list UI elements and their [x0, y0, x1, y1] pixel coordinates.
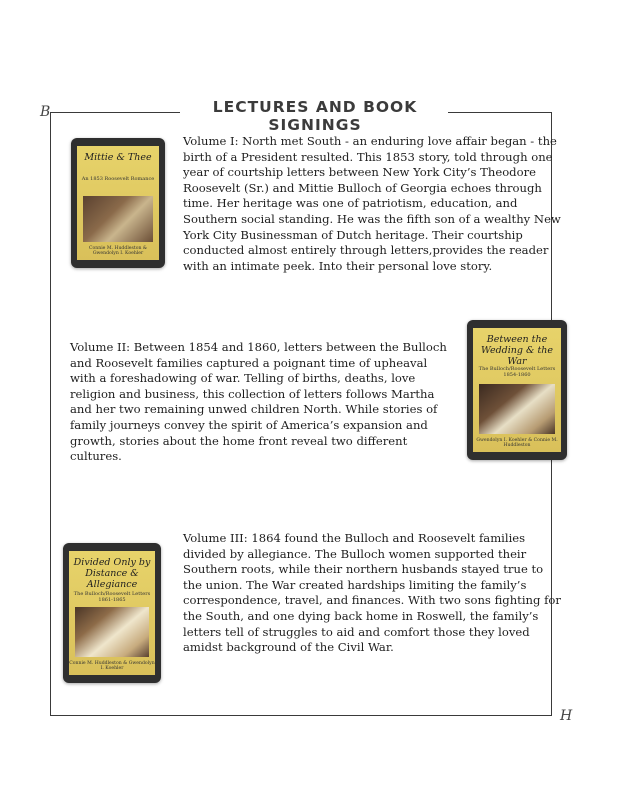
cover-illustration [75, 607, 149, 657]
cover-title: Divided Only by Distance & Allegiance [73, 557, 151, 590]
book-cover-volume-3 [63, 543, 161, 683]
cover-subtitle: The Bulloch/Roosevelt Letters 1861-1865 [73, 591, 151, 603]
frame-top-left-rule [50, 112, 180, 113]
cover-face [473, 328, 561, 452]
cover-illustration [479, 384, 555, 434]
cover-subtitle: An 1853 Roosevelt Romance [81, 176, 155, 182]
volume-1-description: Volume I: North met South - an enduring love affair began - the birth of a President resulted. This 1853 story, told through one year of courtship letters between New York City’s Theodore Roosevelt (Sr.) and Mittie Bulloch of Georgia echoes through time. Her heritage was one of patriotism, education, and Southern social standing. He was the fifth son of a wealthy New York City Businessman of Dutch heritage. Their courtship conducted almost entirely through letters,provides the reader with an intimate peek. Into their personal love story. [183, 134, 561, 273]
book-cover-volume-1 [71, 138, 165, 268]
book-cover-volume-2 [467, 320, 567, 460]
frame-top-right-rule [448, 112, 552, 113]
cover-face [69, 551, 155, 675]
cover-subtitle: The Bulloch/Roosevelt Letters 1854-1860 [478, 366, 556, 378]
cover-title: Mittie & Thee [84, 152, 152, 163]
volume-2-description: Volume II: Between 1854 and 1860, letters between the Bulloch and Roosevelt families captured a poignant time of upheaval with a foreshadowing of war. Telling of births, deaths, love religion and business, this collection of letters follows Martha and her two remaining unwed children North. While stories of family journeys convey the spirit of America’s expansion and growth, stories about the home front reveal two different cultures. [70, 340, 447, 464]
cover-authors: Connie M. Huddleston & Gwendolyn I. Koehler [69, 661, 155, 671]
cover-illustration [83, 196, 153, 242]
flourish-b-ornament: B [40, 104, 51, 120]
cover-title: Between the Wedding & the War [480, 334, 554, 367]
cover-authors: Connie M. Huddleston & Gwendolyn I. Koehler [89, 246, 147, 256]
cover-authors: Gwendolyn I. Koehler & Connie M. Huddleston [476, 438, 558, 448]
flourish-h-ornament: H [560, 708, 573, 724]
volume-3-description: Volume III: 1864 found the Bulloch and Roosevelt families divided by allegiance. The Bulloch women supported their Southern roots, while their northern husbands stayed true to the union. The War created hardships limiting the family’s correspondence, travel, and finances. With two sons fighting for the South, and one dying back home in Roswell, the family’s letters tell of struggles to aid and comfort those they loved amidst background of the Civil War. [183, 531, 561, 655]
cover-face [77, 146, 159, 260]
page-title: LECTURES AND BOOK SIGNINGS [212, 98, 418, 134]
